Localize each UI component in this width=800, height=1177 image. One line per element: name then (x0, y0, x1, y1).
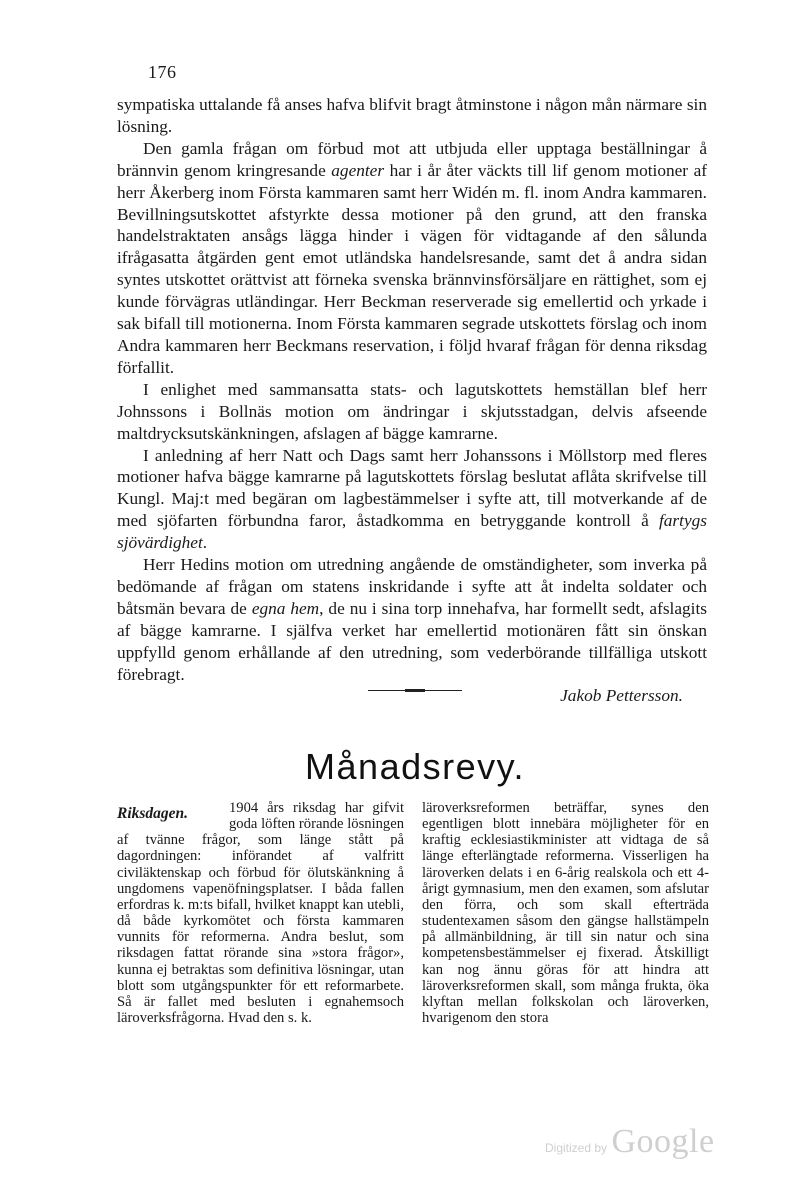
google-logo: Google (611, 1123, 715, 1160)
paragraph-4-text-a: I anledning af herr Natt och Dags samt herr Johanssons i Möllstorp med fleres motioner hafva bägge kamrarne på lagutskottets förslag beslutat aflåta skrifvelse till Kungl. Maj:t med begäran om lagbestämmelser i syfte att, till motverkande af de med sjöfarten förbundna faror, åstadkomma en betryggande kontroll å (117, 445, 707, 531)
upper-article (117, 94, 707, 707)
riksdagen-heading: Riksdagen. (117, 805, 189, 822)
left-column-text: 1904 års riksdag har gifvit goda löften rörande lösningen af tvänne frågor, som länge stått på dagordningen: införandet af valfritt civiläktenskap och förbud för ölutskänkning å ungdomens vapenöfningsplatser. I båda fallen erfordras k. m:ts bifall, hvilket knappt kan utebli, då både kyrkomötet och första kammaren vunnits för reformerna. Andra beslut, som riksdagen fattat rörande sina »stora frågor», kunna ej betraktas som definitiva lösningar, utan blott som utgångspunkter för ett reformarbete. Så är fallet med besluten i egnahemsoch läroverksfrågorna. Hvad den s. k. (117, 800, 404, 1027)
paragraph-4 (117, 445, 707, 555)
emphasis-agenter: agenter (331, 160, 385, 180)
paragraph-3: I enlighet med sammansatta stats- och lagutskottets hemställan blef herr Johnssons i Bollnäs motion om ändringar i skjutsstadgan, delvis afseende maltdrycksutskänkningen, afslagen af bägge kamrarne. (117, 379, 707, 443)
paragraph-4-text-b: . (202, 533, 208, 553)
paragraph-5 (117, 554, 707, 685)
digitized-watermark (545, 1123, 715, 1161)
watermark-prefix: Digitized by (545, 1141, 608, 1155)
section-title: Månadsrevy. (305, 746, 525, 787)
emphasis-fartygs: fartygs sjövärdighet (117, 511, 707, 553)
paragraph-5-text-b: , de nu i sina torp innehafva, har formellt sedt, afslagits af bägge kamrarne. I själfva verket har emellertid motionären fått sin önskan uppfylld genom erhållande af den utredning, som vederbörande tillfälliga utskott förebragt. (117, 598, 707, 684)
paragraph-2-text-a: Den gamla frågan om förbud mot att utbjuda eller upptaga beställningar å brännvin genom kringresande (117, 138, 707, 180)
paragraph-2-text-b: har i år åter väckts till lif genom motioner af herr Åkerberg inom Första kammaren samt herr Widén m. fl. inom Andra kammaren. Bevillningsutskottet afstyrkte dessa motioner på den grund, att den franska handelstraktaten ansågs lägga hinder i vägen för vidtagande af den sålunda ifrågasatta åtgärden gent emot utländska handelsresande, samt det å andra sidan syntes utskottet orättvist att förneka svenska brännvinsförsäljare en rättighet, som ej kunde förvägras utländingar. Herr Beckman reserverade sig emellertid och yrkade i sak bifall till motionerna. Inom Första kammaren segrade utskottets förslag och inom Andra kammaren herr Beckmans reservation, i följd hvaraf frågan för denna riksdag förfallit. (117, 160, 708, 377)
page-number: 176 (148, 62, 177, 82)
author-signature: Jakob Pettersson. (560, 686, 683, 706)
right-column (422, 800, 709, 1026)
left-column (117, 800, 404, 1026)
section-divider-center (405, 689, 425, 692)
paragraph-5-text-a: Herr Hedins motion om utredning angående de omständigheter, som inverka på bedömande af frågan om statens inskridande i syfte att åt indelta soldater och båtsmän bevara de (117, 555, 707, 618)
emphasis-egna-hem: egna hem (251, 598, 320, 618)
paragraph-1: sympatiska uttalande få anses hafva blifvit bragt åtminstone i någon mån närmare sin lösning. (117, 95, 707, 136)
paragraph-2 (117, 138, 707, 379)
right-column-text: läroverksreformen beträffar, synes den egentligen blott innebära möjligheter för en kraftig ecklesiastikminister att vidtaga de så länge efterlängtade reformerna. Visserligen ha läroverken delats i en 6-årig realskola och ett 4-årigt gymnasium, men den examen, som afslutar den förra, och som skall efterträda studentexamen såsom den gängse hallstämpeln på allmänbildning, är till sin natur och sina kompetensbestämmelser ej fixerad. Åtskilligt kan nog ännu göras för att hindra att läroverksreformen skall, som många frukta, öka klyftan mellan folkskolan och läroverken, hvarigenom den stora (422, 800, 709, 1027)
